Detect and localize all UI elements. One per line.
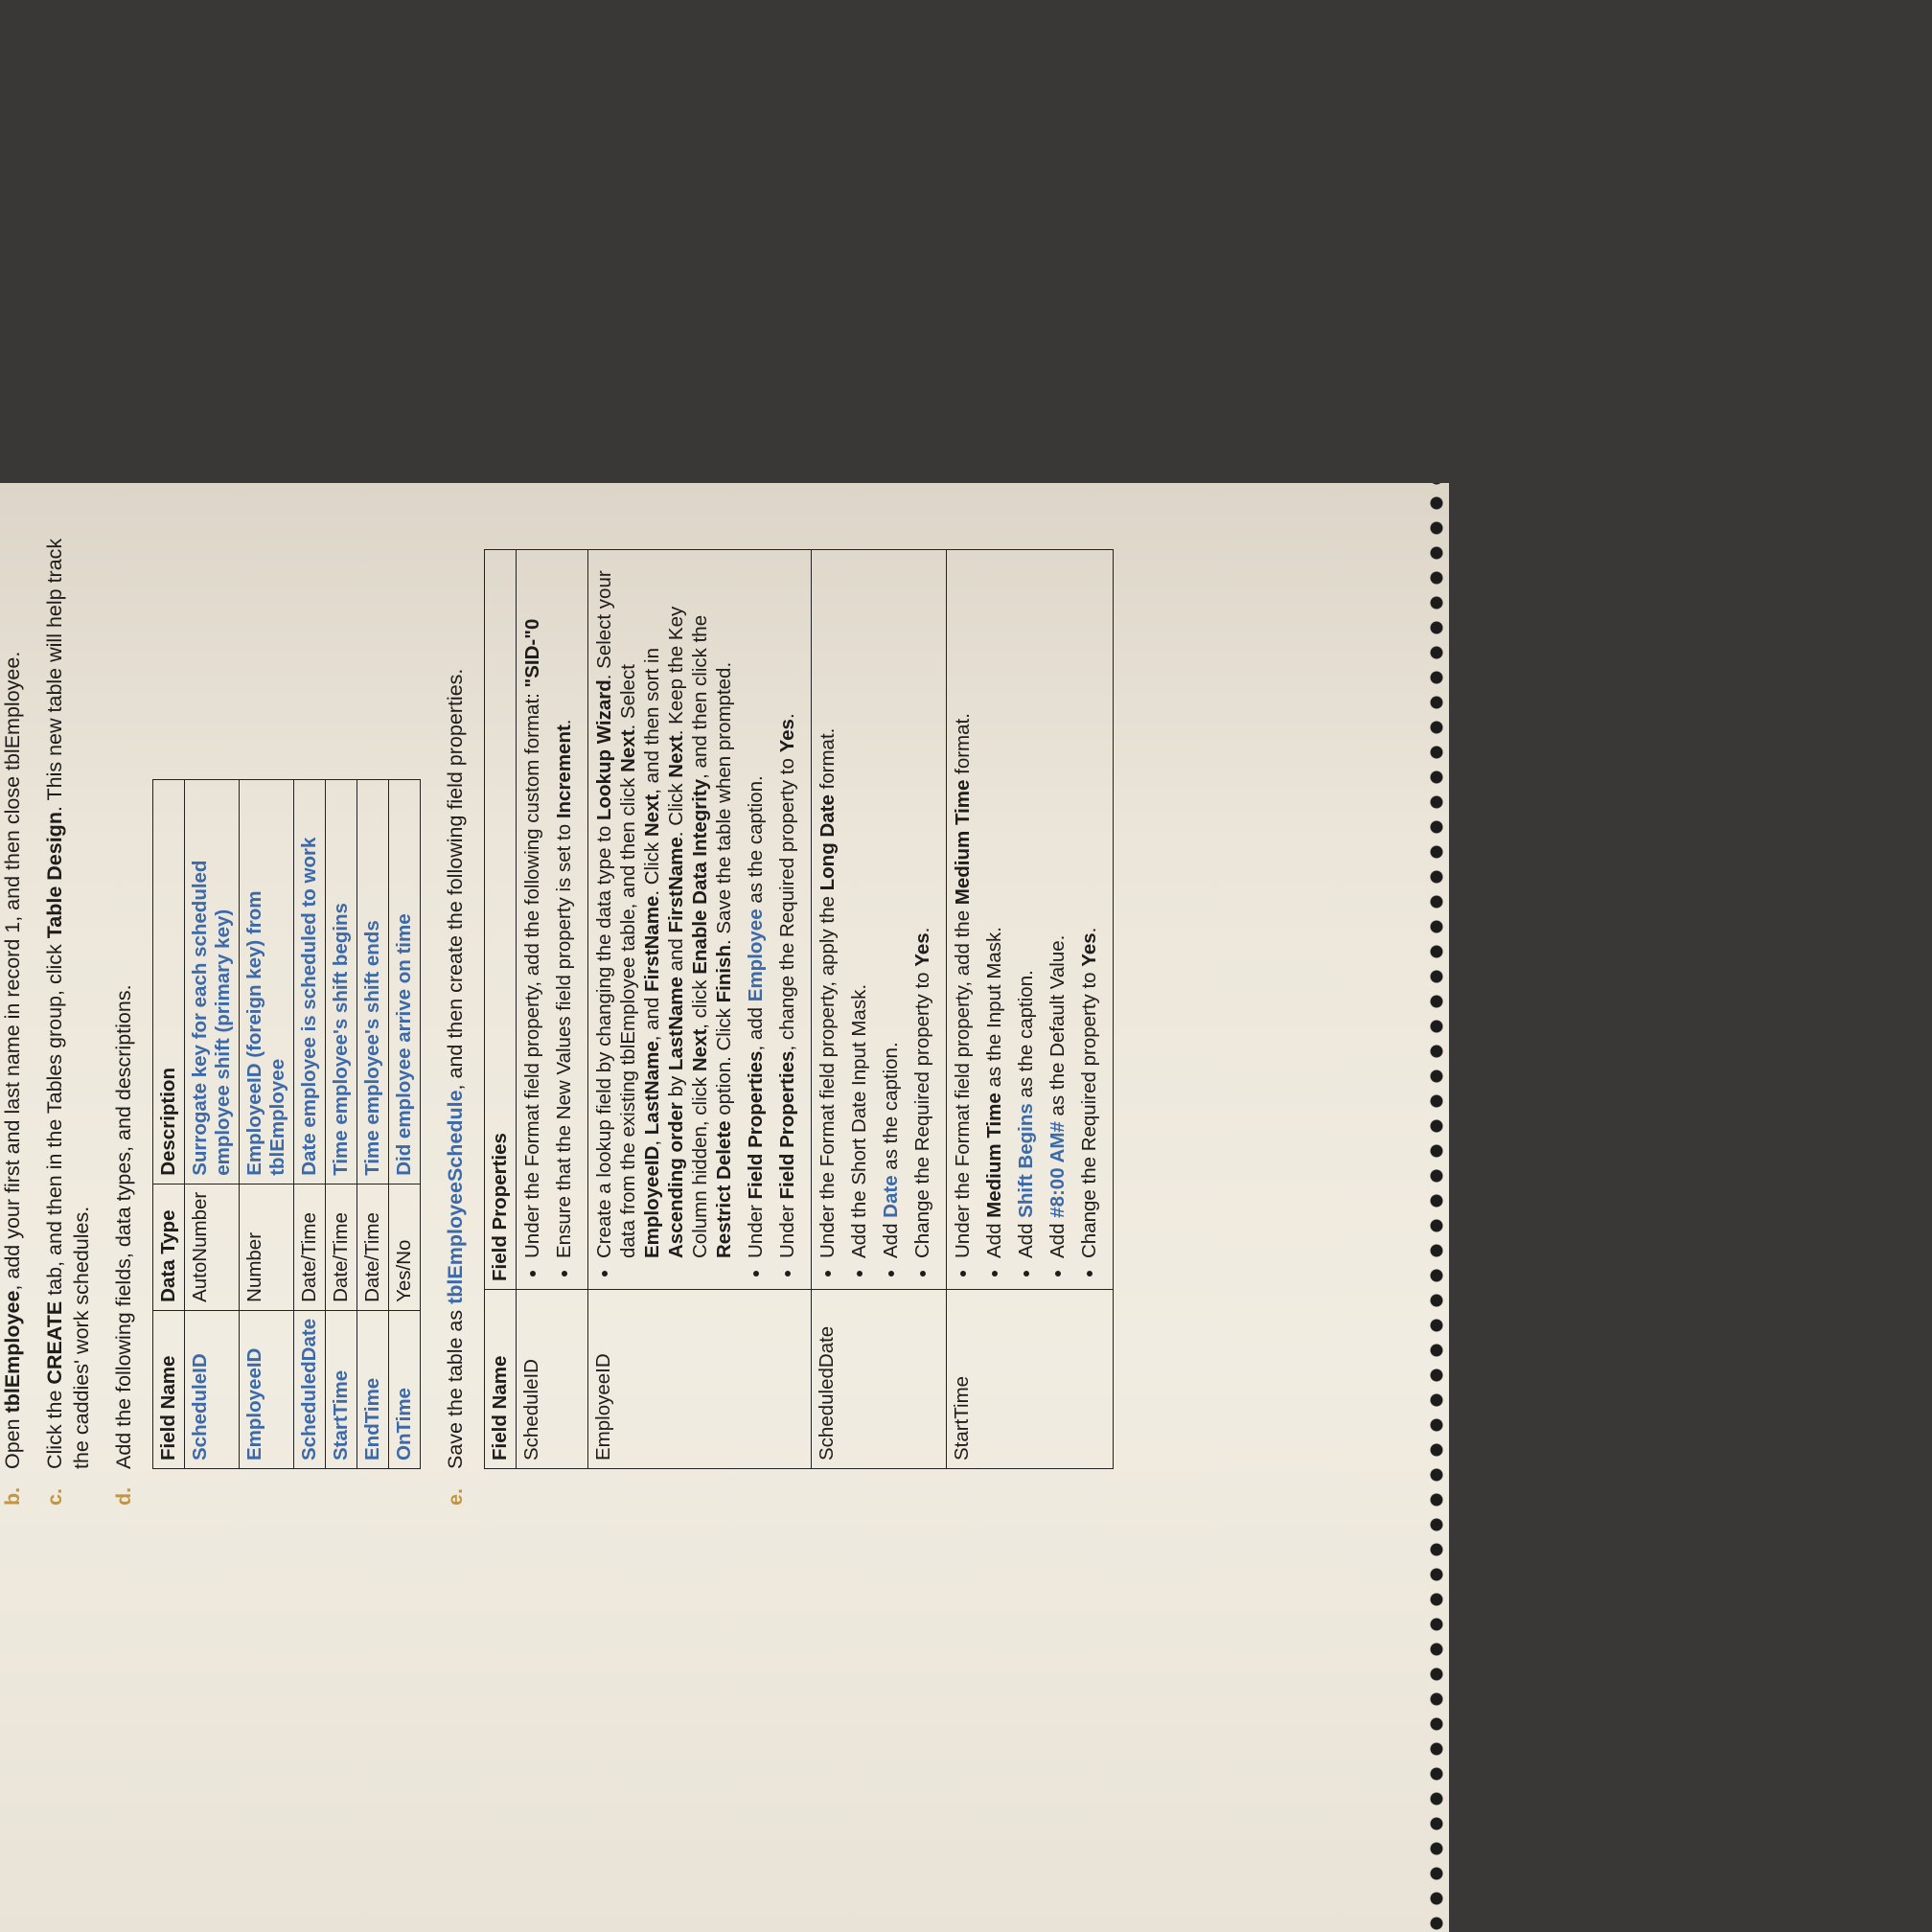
table-row: EndTime Date/Time Time employee's shift ends (357, 780, 389, 1469)
step-d: d. Add the following fields, data types, and descriptions. (112, 984, 135, 1506)
table-row: ScheduleID AutoNumber Surrogate key for each scheduled employee shift (primary key) (185, 780, 240, 1469)
spiral-binding (1428, 483, 1445, 1932)
field-properties-table (484, 549, 1114, 1469)
column-header: Data Type (153, 1184, 185, 1310)
exercise-content (0, 538, 1114, 1506)
textbook-page (0, 483, 1449, 1932)
table-row: EmployeeID Number EmployeeID (foreign key) from tblEmployee (240, 780, 294, 1469)
table-row: ScheduledDate Date/Time Date employee is scheduled to work (294, 780, 326, 1469)
table-row: StartTime Date/Time Time employee's shift begins (326, 780, 357, 1469)
table-row: OnTime Yes/No Did employee arrive on time (389, 780, 421, 1469)
column-header: Field Name (485, 1290, 517, 1469)
column-header: Field Name (153, 1310, 185, 1468)
table-row: EmployeeID • Create a lookup field by changing the data type to Lookup Wizard. Select your data from the existing tblEmployee table, and then click Next. Select EmployeeID, LastName, and FirstName. Click Next, and then sort in Ascending order by LastName and FirstName. Click Next. Keep the Key Column hidden, click Next, click Enable Data Integrity, and then click the Restrict Delete option. Click Finish. Save the table when prompted. • Under Field Properties, add Employee as the caption. • Under Field Properties, change the Required property to Yes. (588, 550, 812, 1469)
step-b: b. Open tblEmployee, add your first and last name in record 1, and then close tblEmployee. (1, 651, 24, 1506)
table-row: ScheduledDate • Under the Format field property, apply the Long Date format. • Add the Short Date Input Mask. • Add Date as the caption. • Change the Required property to Yes. (812, 550, 947, 1469)
table-row: ScheduleID • Under the Format field property, add the following custom format: "SID-"0 • Ensure that the New Values field property is set to Increment. (517, 550, 588, 1469)
table-row: StartTime • Under the Format field property, add the Medium Time format. • Add Medium Time as the Input Mask. • Add Shift Begins as the caption. • Add #8:00 AM# as the Default Value. • Change the Required property to Yes. (947, 550, 1114, 1469)
fields-table (152, 779, 421, 1469)
step-c: c. Click the CREATE tab, and then in the Tables group, click Table Design. This new table will help track the caddies' work schedules. (43, 538, 93, 1506)
column-header: Description (153, 780, 185, 1184)
column-header: Field Properties (485, 550, 517, 1290)
step-e: e. Save the table as tblEmployeeSchedule, and then create the following field properties. (444, 668, 467, 1506)
